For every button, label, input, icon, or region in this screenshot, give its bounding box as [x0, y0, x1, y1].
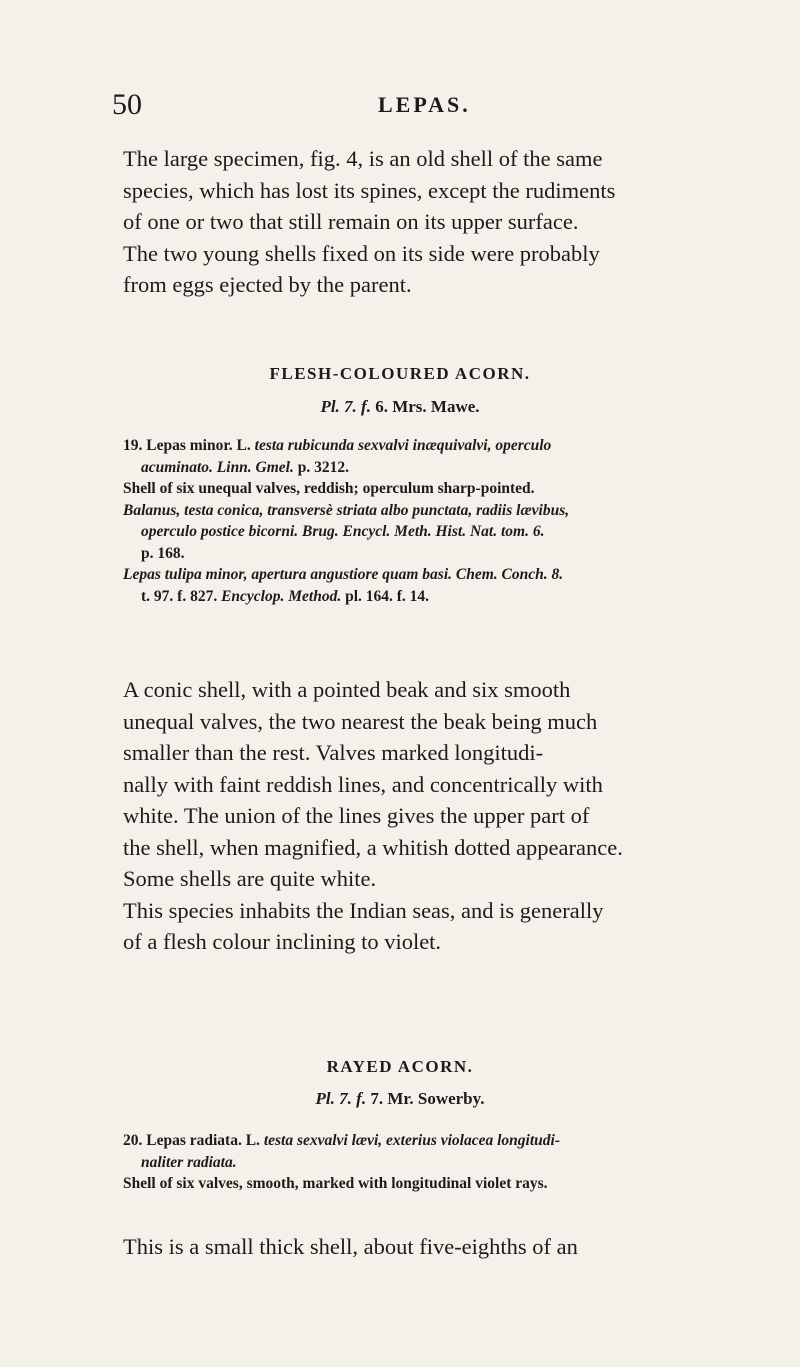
section-title: FLESH-COLOURED ACORN. [269, 364, 531, 383]
reference-latin: Lepas tulipa minor, apertura angustiore quam basi. Chem. Conch. 8. [123, 566, 564, 583]
reference-plate: pl. 164. f. 14. [345, 587, 430, 605]
synonymy-block [123, 1130, 713, 1195]
text-line: The two young shells fixed on its side were probably [123, 240, 600, 266]
text-line: white. The union of the lines gives the upper part of [123, 803, 590, 828]
reference-line [123, 435, 713, 457]
description-paragraph [123, 674, 703, 958]
reference-line [123, 500, 713, 522]
reference-line: p. 168. [141, 544, 185, 562]
reference-description: Shell of six valves, smooth, marked with longitudinal violet rays. [123, 1175, 548, 1192]
reference-latin: naliter radiata. [141, 1153, 237, 1171]
section-title: RAYED ACORN. [326, 1057, 474, 1076]
text-line: the shell, when magnified, a whitish dotted appearance. [123, 834, 623, 860]
text-line: This species inhabits the Indian seas, and is generally [123, 897, 604, 923]
plate-author: Mr. Sowerby. [387, 1089, 485, 1108]
text-line: species, which has lost its spines, except the rudiments [123, 177, 616, 203]
text-line: A conic shell, with a pointed beak and six smooth [123, 677, 571, 702]
reference-latin: Balanus, testa conica, transversè striata albo punctata, radiis lævibus, [123, 501, 570, 519]
intro-paragraph [123, 143, 703, 301]
plate-figure: 6. [375, 397, 388, 416]
plate-prefix: Pl. 7. f. [315, 1089, 367, 1108]
text-line: of a flesh colour inclining to violet. [123, 929, 442, 954]
reference-line [123, 457, 713, 479]
synonymy-block [123, 435, 713, 607]
reference-line [123, 1130, 713, 1152]
text-line: of one or two that still remain on its upper surface. [123, 209, 579, 234]
plate-figure: 7. [370, 1089, 384, 1108]
plate-reference [0, 397, 800, 417]
reference-number: 20. Lepas radiata. L. [123, 1132, 260, 1149]
reference-page: p. 3212. [297, 458, 349, 476]
page-header [112, 88, 692, 122]
text-line: The large specimen, fig. 4, is an old shell of the same [123, 146, 603, 171]
running-head: LEPAS. [378, 92, 471, 117]
text-line: unequal valves, the two nearest the beak being much [123, 708, 598, 734]
text-line: smaller than the rest. Valves marked longitudi- [123, 740, 544, 765]
text-line: Some shells are quite white. [123, 866, 377, 891]
reference-plate: t. 97. f. 827. [141, 587, 218, 605]
description-paragraph [123, 1231, 703, 1263]
plate-reference [0, 1089, 800, 1109]
plate-prefix: Pl. 7. f. [320, 397, 371, 416]
text-line: This is a small thick shell, about five-eighths of an [123, 1234, 578, 1259]
reference-latin: operculo postice bicorni. Brug. Encycl. Meth. Hist. Nat. tom. 6. [141, 523, 545, 540]
text-line: nally with faint reddish lines, and concentrically with [123, 771, 603, 797]
reference-latin: testa sexvalvi lævi, exterius violacea longitudi- [263, 1132, 560, 1149]
reference-description: Shell of six unequal valves, reddish; operculum sharp-pointed. [123, 480, 535, 497]
reference-latin: testa rubicunda sexvalvi inæquivalvi, operculo [254, 437, 552, 454]
reference-latin: Encyclop. Method. [221, 587, 342, 605]
reference-latin: acuminato. Linn. Gmel. [141, 458, 294, 476]
reference-line [123, 586, 713, 608]
plate-author: Mrs. Mawe. [392, 397, 480, 416]
reference-line [123, 521, 713, 543]
page-number: 50 [112, 88, 142, 121]
reference-number: 19. Lepas minor. L. [123, 437, 251, 454]
text-line: from eggs ejected by the parent. [123, 272, 412, 297]
reference-line [123, 564, 713, 586]
reference-line [123, 1152, 713, 1174]
